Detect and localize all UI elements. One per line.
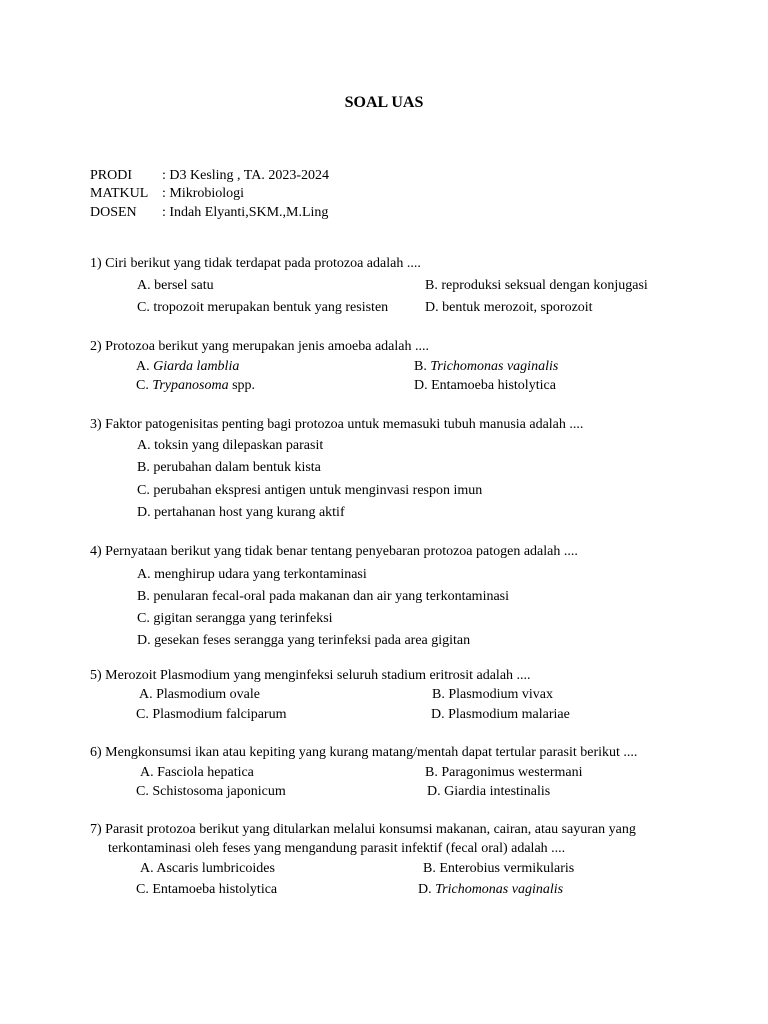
species-name: Trypanosoma: [152, 378, 229, 393]
option-b: B. Enterobius vermikularis: [423, 861, 575, 876]
option-d: D. Giardia intestinalis: [427, 784, 551, 799]
option-c: C. Schistosoma japonicum: [136, 784, 286, 799]
option-d: D. Plasmodium malariae: [431, 707, 570, 722]
option-b: B. Paragonimus westermani: [425, 765, 583, 780]
option-c: C. gigitan serangga yang terinfeksi: [137, 611, 333, 626]
option-prefix: B.: [414, 359, 431, 374]
option-d: D. bentuk merozoit, sporozoit: [425, 300, 593, 315]
option-prefix: A.: [136, 359, 154, 374]
option-b: B. perubahan dalam bentuk kista: [137, 460, 321, 475]
question-text: 4) Pernyataan berikut yang tidak benar tentang penyebaran protozoa patogen adalah ....: [90, 544, 578, 559]
question-text: 5) Merozoit Plasmodium yang menginfeksi seluruh stadium eritrosit adalah ....: [90, 668, 531, 683]
option-d: [418, 881, 563, 899]
option-c: C. Plasmodium falciparum: [136, 707, 287, 722]
question-text-continued: terkontaminasi oleh feses yang mengandung parasit infektif (fecal oral) adalah ....: [108, 841, 566, 856]
option-prefix: C.: [136, 378, 153, 393]
species-name: Trichomonas vaginalis: [430, 359, 559, 374]
option-b: B. reproduksi seksual dengan konjugasi: [425, 278, 648, 293]
meta-value-dosen: : Indah Elyanti,SKM.,M.Ling: [162, 205, 329, 220]
meta-value-matkul: : Mikrobiologi: [162, 186, 245, 201]
option-a: A. toksin yang dilepaskan parasit: [137, 438, 324, 453]
option-a: A. bersel satu: [137, 278, 214, 293]
option-c: C. perubahan ekspresi antigen untuk menginvasi respon imun: [137, 483, 483, 498]
question-text: 6) Mengkonsumsi ikan atau kepiting yang kurang matang/mentah dapat tertular parasit berikut ....: [90, 745, 638, 760]
question-text: 1) Ciri berikut yang tidak terdapat pada protozoa adalah ....: [90, 256, 421, 271]
question-text: 7) Parasit protozoa berikut yang ditularkan melalui konsumsi makanan, cairan, atau sayuran yang: [90, 822, 636, 837]
meta-value-prodi: : D3 Kesling , TA. 2023-2024: [162, 168, 330, 183]
option-suffix: spp.: [228, 378, 256, 393]
page-title: SOAL UAS: [344, 94, 424, 111]
meta-label-matkul: MATKUL: [90, 186, 149, 201]
question-text: 3) Faktor patogenisitas penting bagi protozoa untuk memasuki tubuh manusia adalah ....: [90, 417, 584, 432]
option-c: C. Entamoeba histolytica: [136, 882, 278, 897]
option-c: [136, 377, 255, 395]
species-name: Giarda lamblia: [153, 359, 240, 374]
option-d: D. pertahanan host yang kurang aktif: [137, 505, 345, 520]
meta-label-prodi: PRODI: [90, 168, 133, 183]
option-b: [414, 358, 558, 376]
option-a: A. Fasciola hepatica: [140, 765, 254, 780]
question-text: 2) Protozoa berikut yang merupakan jenis amoeba adalah ....: [90, 339, 429, 354]
species-name: Trichomonas vaginalis: [435, 882, 564, 897]
option-d: D. gesekan feses serangga yang terinfeksi pada area gigitan: [137, 633, 471, 648]
meta-label-dosen: DOSEN: [90, 205, 137, 220]
option-d: D. Entamoeba histolytica: [414, 378, 556, 393]
option-a: [136, 358, 239, 376]
option-prefix: D.: [418, 882, 436, 897]
option-a: A. Plasmodium ovale: [139, 687, 260, 702]
option-b: B. penularan fecal-oral pada makanan dan air yang terkontaminasi: [137, 589, 510, 604]
option-a: A. menghirup udara yang terkontaminasi: [137, 567, 367, 582]
option-c: C. tropozoit merupakan bentuk yang resisten: [137, 300, 389, 315]
option-b: B. Plasmodium vivax: [432, 687, 553, 702]
option-a: A. Ascaris lumbricoides: [140, 861, 275, 876]
